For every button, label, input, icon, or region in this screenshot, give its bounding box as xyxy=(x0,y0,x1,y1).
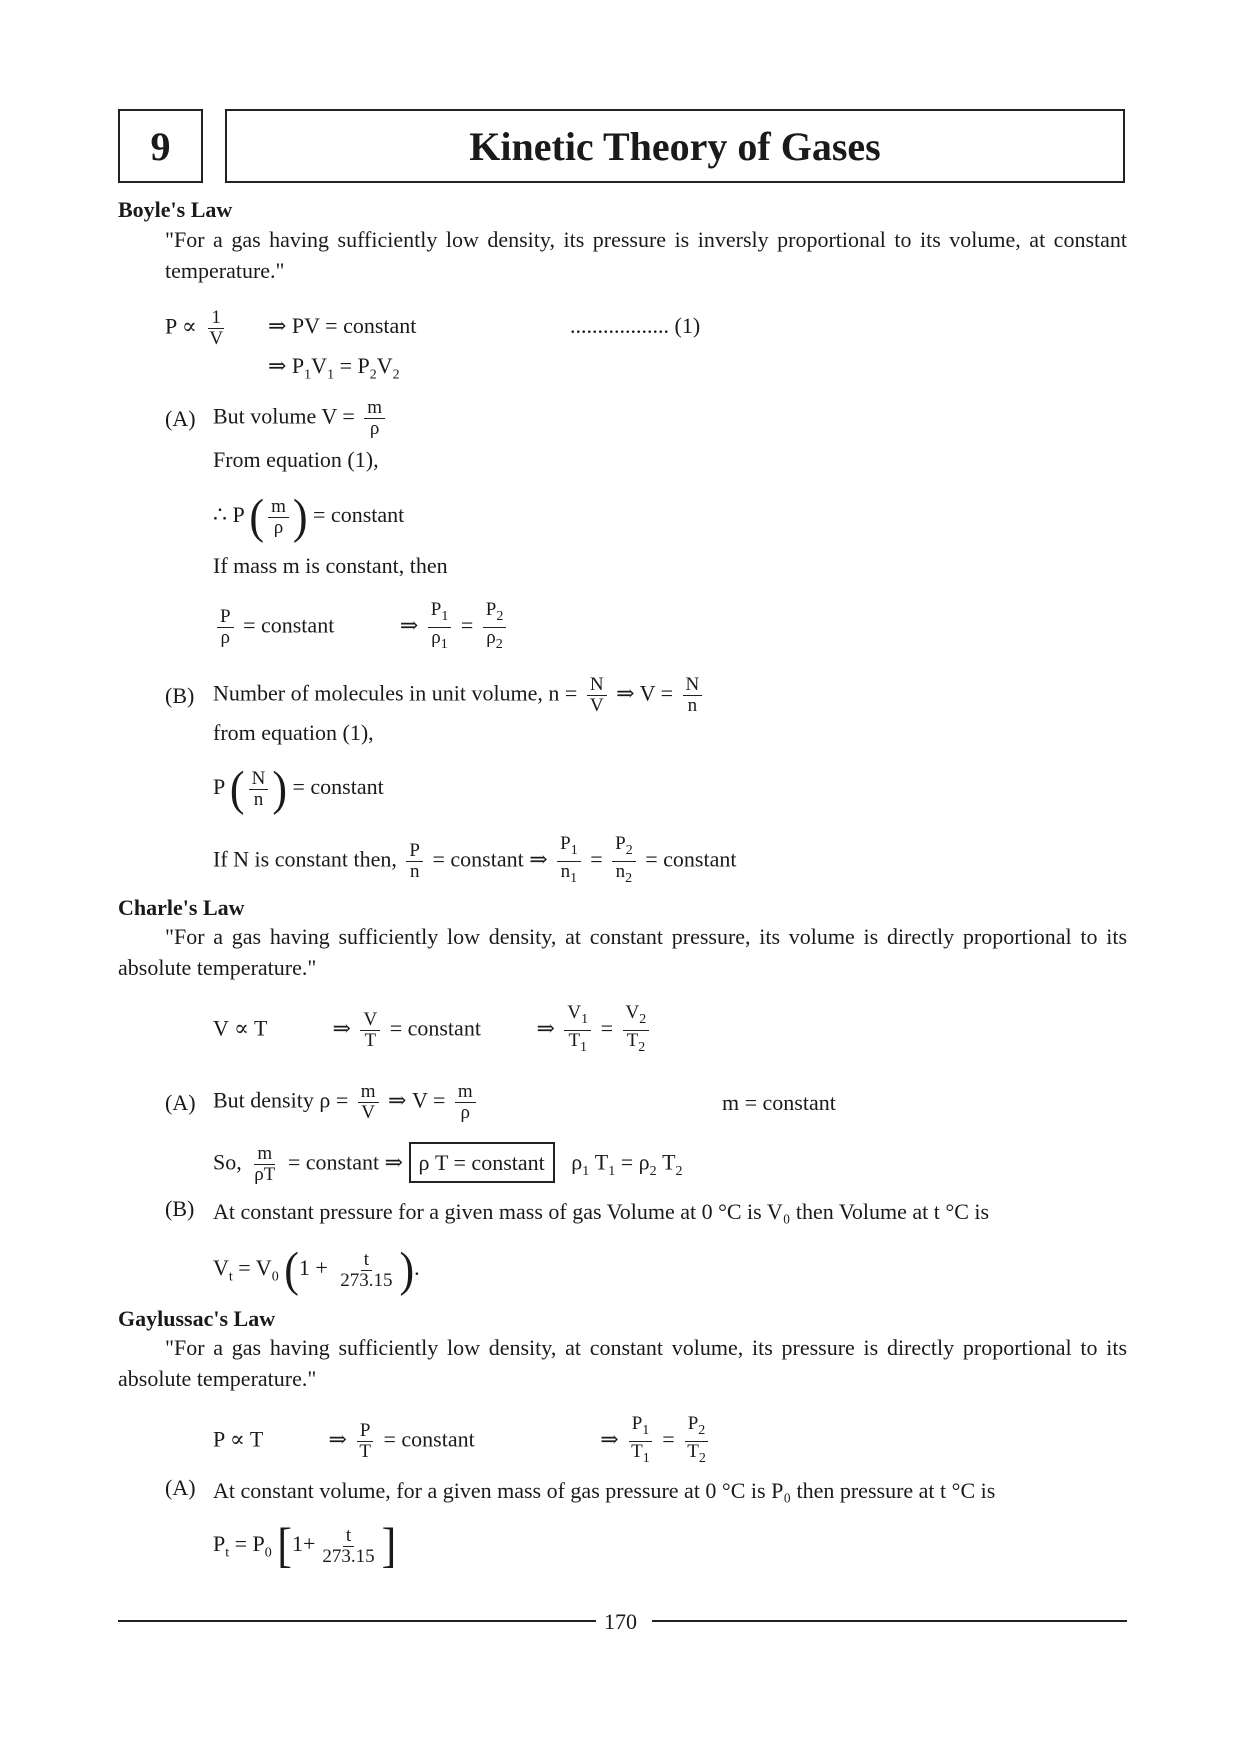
charle-b-text: At constant pressure for a given mass of gas Volume at 0 °C is V₀ then Volume at t °C is xyxy=(213,1199,990,1224)
boyle-a-label: (A) xyxy=(165,406,196,431)
charle-heading: Charle's Law xyxy=(118,895,245,920)
charle-a-label: (A) xyxy=(165,1090,196,1115)
boyle-eq-pv: ⇒ PV = constant xyxy=(268,313,417,338)
boyle-prop-text: P ∝ xyxy=(165,313,197,339)
boyle-a-volume: But volume V = $\frac{m}{\rho}$ xyxy=(213,398,389,439)
charle-eq: V ∝ T ⇒ $\frac{V}{T}$ = constant ⇒ $\frac{V_1}{T_1}$ = $\frac{V_2}{T_2}$ xyxy=(213,1003,653,1058)
boyle-b-ifN: If N is constant then, $\frac{P}{n}$ = constant ⇒ $\frac{P_1}{n_1}$ = $\frac{P_2}{n_2}$ = constant xyxy=(213,833,737,886)
one-over-v-fraction: $\frac{1}{V}$ xyxy=(209,307,224,349)
gaylussac-statement: "For a gas having sufficiently low density, at constant volume, its pressure is directly proportional to its absolute temperature." xyxy=(118,1335,1127,1391)
charle-a-density: But density ρ = $\frac{m}{V}$ ⇒ V = $\frac{m}{\rho}$ xyxy=(213,1082,480,1123)
boyle-b-number: Number of molecules in unit volume, n = $\frac{N}{V}$ ⇒ V = $\frac{N}{n}$ xyxy=(213,675,706,716)
charle-statement: "For a gas having sufficiently low density, at constant pressure, its volume is directly proportional to its absolute temperature." xyxy=(118,924,1127,980)
chapter-number: 9 xyxy=(118,109,203,183)
gaylussac-a-text: At constant volume, for a given mass of gas pressure at 0 °C is P₀ then pressure at t °C is xyxy=(213,1478,996,1503)
boyle-a-from: From equation (1), xyxy=(213,447,379,472)
boyle-eq-proportional xyxy=(165,308,230,349)
boyle-a-ifmass: If mass m is constant, then xyxy=(213,553,448,578)
boyle-heading: Boyle's Law xyxy=(118,197,233,222)
boyle-a-therefore: ∴ P ( $\frac{m}{\rho}$ ) = constant xyxy=(213,489,405,544)
gaylussac-eq: P ∝ T ⇒ $\frac{P}{T}$ = constant ⇒ $\frac{P_1}{T_1}$ = $\frac{P_2}{T_2}$ xyxy=(213,1414,713,1469)
charle-b-label: (B) xyxy=(165,1196,195,1221)
boxed-rho-t: ρ T = constant xyxy=(409,1142,555,1183)
footer-rule-right xyxy=(652,1620,1127,1622)
page-number: 170 xyxy=(604,1609,637,1634)
boyle-statement: "For a gas having sufficiently low density, its pressure is inversly proportional to its volume, at constant temperature." xyxy=(165,227,1127,283)
chapter-title: Kinetic Theory of Gases xyxy=(225,109,1125,183)
boyle-b-label: (B) xyxy=(165,683,195,708)
gaylussac-a-pt: $P_t = P_0$ [1+ $\frac{t}{273.15}$ ] xyxy=(213,1518,397,1573)
charle-a-mconst: m = constant xyxy=(722,1090,836,1115)
charle-a-so: So, $\frac{m}{\rho T}$ = constant ⇒ ρ T = constant $\rho_1$ $T_1 = \rho_2$ $T_2$ xyxy=(213,1143,683,1185)
boyle-b-from: from equation (1), xyxy=(213,720,374,745)
boyle-eq-p1v1: ⇒ $P_1V_1 = P_2V_2$ xyxy=(268,353,400,383)
boyle-b-pn: P ( $\frac{N}{n}$ ) = constant xyxy=(213,761,384,816)
equation-number-1: .................. (1) xyxy=(570,313,701,338)
boyle-a-ratio: $\frac{P}{\rho}$ = constant ⇒ $\frac{P_1}{\rho_1}$ = $\frac{P_2}{\rho_2}$ xyxy=(213,600,510,655)
footer-rule-left xyxy=(118,1620,596,1622)
charle-b-vt: $V_t = V_0$ (1 + $\frac{t}{273.15}$ ). xyxy=(213,1242,420,1297)
gaylussac-a-label: (A) xyxy=(165,1475,196,1500)
gaylussac-heading: Gaylussac's Law xyxy=(118,1306,276,1331)
